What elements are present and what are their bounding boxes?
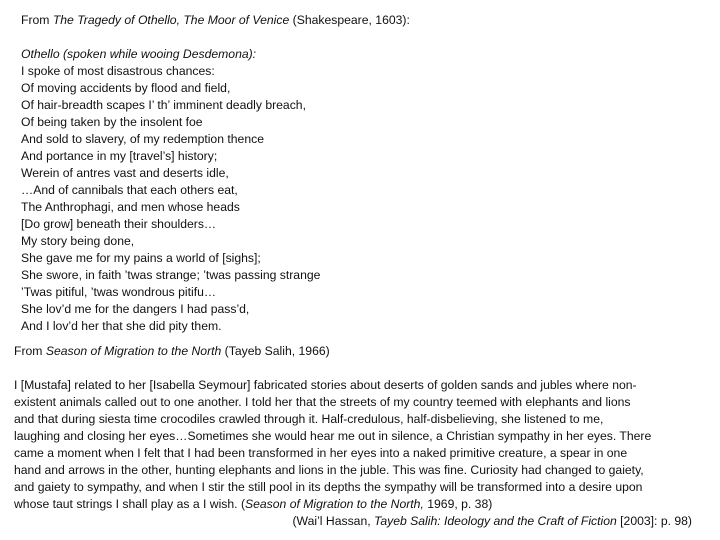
poem-speaker: Othello (spoken while wooing Desdemona): xyxy=(21,47,257,61)
othello-source-line xyxy=(21,12,410,29)
salih-source-line xyxy=(14,343,330,360)
poem-line: And I lov’d her that she did pity them. xyxy=(21,319,222,333)
prose-line: laughing and closing her eyes…Sometimes she would hear me out in silence, a Christian sympathy in her eyes. There xyxy=(14,429,652,443)
prose-line: came a moment when I felt that I had been transformed in her eyes into a naked primitive creature, a spear in one xyxy=(14,446,628,460)
source-suffix: (Tayeb Salih, 1966) xyxy=(221,344,330,358)
prose-line: and gaiety to sympathy, and when I stir the still pool in its depths the sympathy will be transformed into a desire upon xyxy=(14,480,643,494)
poem-line: Of moving accidents by flood and field, xyxy=(21,81,231,95)
poem-line: Of hair-breadth scapes I’ th’ imminent deadly breach, xyxy=(21,98,306,112)
poem-line: The Anthrophagi, and men whose heads xyxy=(21,200,240,214)
poem-line: And portance in my [travel’s] history; xyxy=(21,149,218,163)
poem-line: Werein of antres vast and deserts idle, xyxy=(21,166,229,180)
source-suffix: (Shakespeare, 1603): xyxy=(289,13,410,27)
prose-line: and that during siesta time crocodiles crawled through it. Half-credulous, half-disbelieving, she listened to me, xyxy=(14,412,604,426)
poem-line: And sold to slavery, of my redemption thence xyxy=(21,132,264,146)
prose-line: I [Mustafa] related to her [Isabella Seymour] fabricated stories about deserts of golden sands and jubles where non- xyxy=(14,378,637,392)
othello-title: The Tragedy of Othello, The Moor of Venice xyxy=(52,13,290,27)
poem-line: I spoke of most disastrous chances: xyxy=(21,64,215,78)
prose-last-line: whose taut strings I shall play as a I wish. (Season of Migration to the North, 1969, p. 38) xyxy=(14,497,493,511)
attribution-line: (Wai’l Hassan, Tayeb Salih: Ideology and the Craft of Fiction [2003]: p. 98) xyxy=(292,514,692,528)
attribution-title: Tayeb Salih: Ideology and the Craft of Fiction xyxy=(374,514,617,528)
citation-title: Season of Migration to the North, xyxy=(245,497,424,511)
salih-excerpt xyxy=(14,377,714,513)
poem-line: …And of cannibals that each others eat, xyxy=(21,183,238,197)
poem-line: [Do grow] beneath their shoulders… xyxy=(21,217,217,231)
poem-line: My story being done, xyxy=(21,234,135,248)
prose-line: existent animals called out to one another. I told her that the streets of my country teemed with elephants and lions xyxy=(14,395,631,409)
source-prefix: From xyxy=(14,344,46,358)
poem-line: She swore, in faith ’twas strange; ’twas passing strange xyxy=(21,268,321,282)
poem-line: She gave me for my pains a world of [sighs]; xyxy=(21,251,261,265)
poem-line: Of being taken by the insolent foe xyxy=(21,115,203,129)
salih-title: Season of Migration to the North xyxy=(45,344,222,358)
source-prefix: From xyxy=(21,13,53,27)
othello-poem xyxy=(21,46,320,335)
poem-line: ’Twas pitiful, ’twas wondrous pitifu… xyxy=(21,285,217,299)
poem-line: She lov’d me for the dangers I had pass’d, xyxy=(21,302,250,316)
prose-line: hand and arrows in the other, hunting elephants and lions in the juble. This was fine. Curiosity had changed to gaiety, xyxy=(14,463,644,477)
